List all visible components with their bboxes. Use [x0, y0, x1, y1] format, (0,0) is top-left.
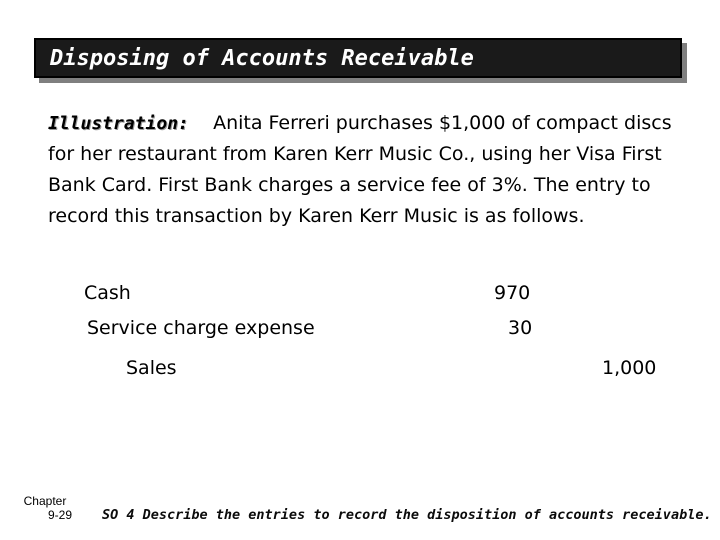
page-number: 9-29: [47, 508, 72, 522]
chapter-label: Chapter: [23, 494, 67, 508]
slide-title: Disposing of Accounts Receivable: [50, 46, 474, 71]
illustration-paragraph: [48, 108, 698, 232]
illustration-gap: [195, 112, 207, 134]
illustration-label: Illustration:: [48, 113, 189, 134]
debit-service-charge-expense: 30: [508, 317, 533, 339]
chapter-label-block: [18, 494, 72, 522]
debit-cash: 970: [494, 282, 531, 304]
account-service-charge-expense: Service charge expense: [87, 317, 315, 339]
credit-sales: 1,000: [602, 357, 657, 379]
account-sales: Sales: [126, 357, 177, 379]
slide-title-bar: [34, 38, 682, 78]
account-cash: Cash: [84, 282, 131, 304]
illustration-text: Anita Ferreri purchases $1,000 of compact discs for her restaurant from Karen Kerr Music Co., using her Visa First Bank Card. First Bank charges a service fee of 3%. The entry to record this transaction by Karen Kerr Music is as follows.: [48, 112, 672, 227]
study-objective: SO 4 Describe the entries to record the disposition of accounts receivable.: [102, 507, 712, 523]
